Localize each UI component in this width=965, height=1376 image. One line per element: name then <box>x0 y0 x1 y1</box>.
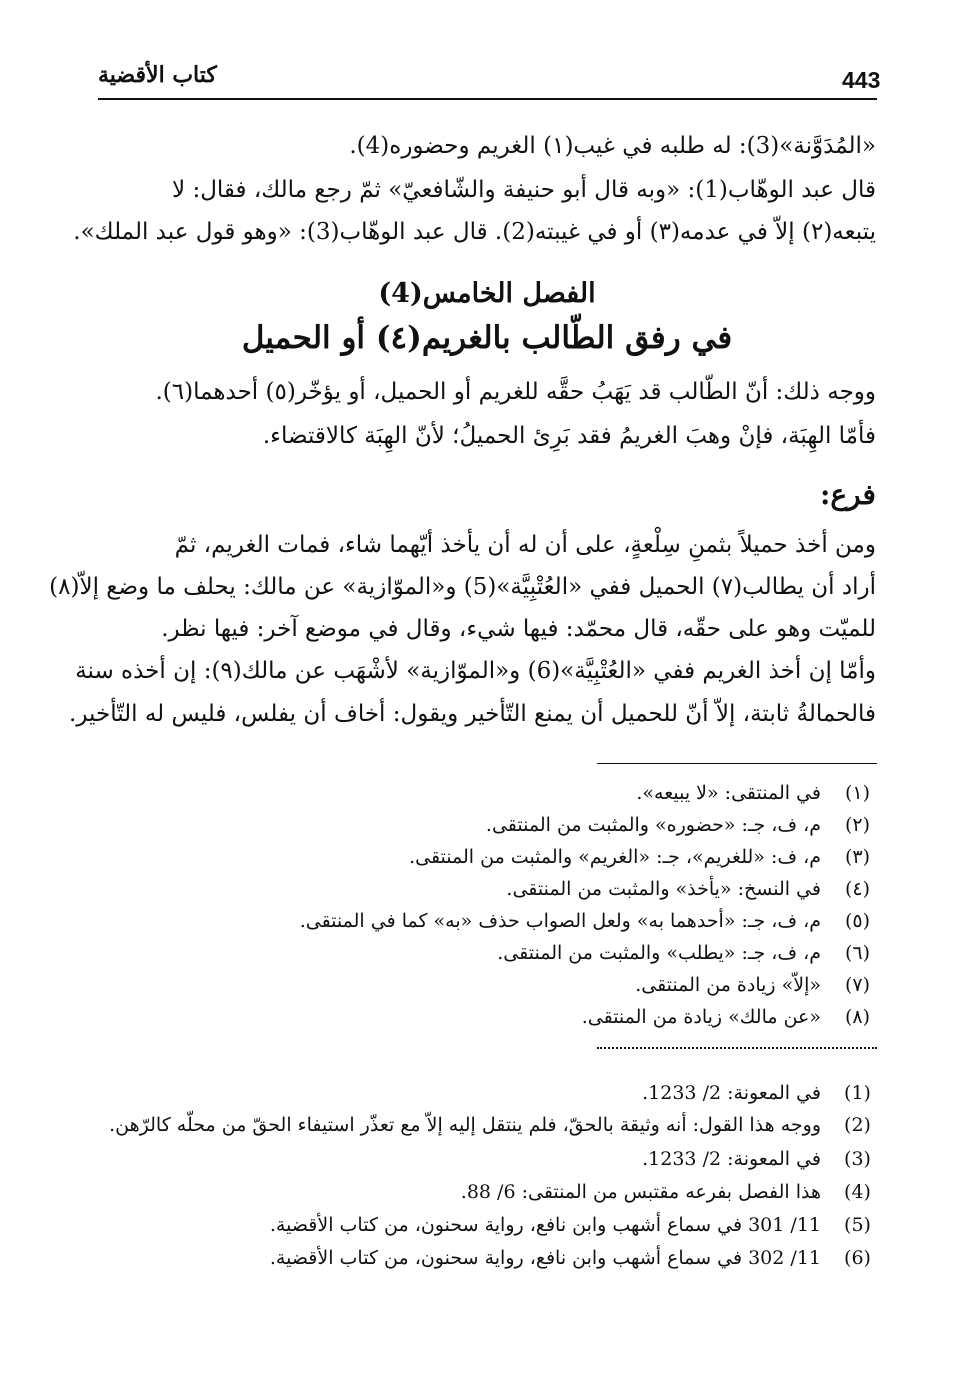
source-footnote-item <box>120 1210 880 1240</box>
paragraph-line: ومن أخذ حميلاً بثمنِ سِلْعةٍ، على أن له أن يأخذ أيّهما شاء، فمات الغريم، ثمّ <box>174 532 876 558</box>
footnote-number: (١) <box>844 782 871 804</box>
footnote-number: (٣) <box>844 846 871 868</box>
footnote-rule <box>597 763 877 764</box>
footnote-number: (4) <box>844 1181 871 1203</box>
dotted-separator <box>597 1047 877 1049</box>
footnote-item <box>120 906 880 936</box>
paragraph-line: أراد أن يطالب(٧) الحميل ففي «العُتْبِيَّة»(5) و«الموّازية» عن مالك: يحلف ما وضع إلاّ(٨) <box>49 574 876 600</box>
footnote-text: «إلاّ» زيادة من المنتقى. <box>635 974 821 996</box>
footnote-number: (٢) <box>844 814 871 836</box>
source-footnote-item <box>109 1110 880 1140</box>
running-title: كتاب الأقضية <box>98 62 217 88</box>
page-number: 443 <box>842 67 881 93</box>
footnote-number: (٦) <box>844 942 871 964</box>
paragraph-line: «المُدَوَّنة»(3): له طلبه في غيب(١) الغريم وحضوره(4). <box>349 133 876 159</box>
branch-heading: فرع: <box>820 478 876 511</box>
footnote-item <box>120 874 880 904</box>
footnote-text: 11/ 302 في سماع أشهب وابن نافع، رواية سحنون، من كتاب الأقضية. <box>269 1247 821 1269</box>
footnote-number: (2) <box>844 1114 871 1136</box>
footnote-text: في المنتقى: «لا يبيعه». <box>636 782 821 804</box>
footnote-text: في المعونة: 2/ 1233. <box>642 1148 821 1170</box>
paragraph-line: يتبعه(٢) إلاّ في عدمه(٣) أو في غيبته(2). قال عبد الوهّاب(3): «وهو قول عبد الملك». <box>73 219 876 245</box>
footnote-item <box>120 970 880 1000</box>
footnote-text: ووجه هذا القول: أنه وثيقة بالحقّ، فلم ينتقل إليه إلاّ مع تعذّر استيفاء الحقّ من محلّه كالرّهن. <box>109 1114 821 1136</box>
paragraph-line: فأمّا الهِبَة، فإنْ وهبَ الغريمُ فقد بَرِئ الحميلُ؛ لأنّ الهِبَة كالاقتضاء. <box>262 423 876 449</box>
footnote-text: م، ف، جـ: «أحدهما به» ولعل الصواب حذف «به» كما في المنتقى. <box>299 910 821 932</box>
footnote-item <box>120 842 880 872</box>
footnote-number: (٥) <box>844 910 871 932</box>
section-title: الفصل الخامس(4) <box>378 278 596 309</box>
footnote-number: (6) <box>844 1247 871 1269</box>
source-footnote-item <box>120 1243 880 1273</box>
footnote-number: (٤) <box>844 878 871 900</box>
paragraph-line: للميّت وهو على حقّه، قال محمّد: فيها شيء، وقال في موضع آخر: فيها نظر. <box>161 616 876 642</box>
source-footnote-item <box>120 1177 880 1207</box>
paragraph-line: وأمّا إن أخذ الغريم ففي «العُتْبِيَّة»(6) و«الموّازية» لأشْهَب عن مالك(٩): إن أخذه سنة <box>75 658 876 684</box>
footnote-item <box>120 778 880 808</box>
footnote-text: م، ف، جـ: «يطلب» والمثبت من المنتقى. <box>497 942 821 964</box>
paragraph-line: ووجه ذلك: أنّ الطّالب قد يَهَبُ حقَّه للغريم أو الحميل، أو يؤخّر(٥) أحدهما(٦). <box>155 379 876 405</box>
source-footnote-item <box>120 1078 880 1108</box>
footnote-text: هذا الفصل بفرعه مقتبس من المنتقى: 6/ 88. <box>460 1181 821 1203</box>
source-footnote-item <box>120 1144 880 1174</box>
footnote-number: (5) <box>844 1214 871 1236</box>
footnote-number: (1) <box>844 1082 871 1104</box>
footnote-number: (3) <box>844 1148 871 1170</box>
section-subtitle: في رفق الطّالب بالغريم(٤) أو الحميل <box>241 320 733 356</box>
footnote-text: في النسخ: «يأخذ» والمثبت من المنتقى. <box>506 878 821 900</box>
paragraph-line: قال عبد الوهّاب(1): «وبه قال أبو حنيفة والشّافعيّ» ثمّ رجع مالك، فقال: لا <box>172 177 876 203</box>
paragraph-line: فالحمالةُ ثابتة، إلاّ أنّ للحميل أن يمنع التّأخير ويقول: أخاف أن يفلس، فليس له التّأخير. <box>69 701 876 727</box>
footnote-number: (٧) <box>844 974 871 996</box>
footnote-text: م، ف: «للغريم»، جـ: «الغريم» والمثبت من المنتقى. <box>409 846 821 868</box>
footnote-text: م، ف، جـ: «حضوره» والمثبت من المنتقى. <box>485 814 821 836</box>
footnote-item <box>120 1002 880 1032</box>
footnote-number: (٨) <box>844 1006 871 1028</box>
header-rule <box>98 98 877 100</box>
footnote-item <box>120 810 880 840</box>
footnote-item <box>120 938 880 968</box>
footnote-text: في المعونة: 2/ 1233. <box>642 1082 821 1104</box>
footnote-text: 11/ 301 في سماع أشهب وابن نافع، رواية سحنون، من كتاب الأقضية. <box>269 1214 821 1236</box>
footnote-text: «عن مالك» زيادة من المنتقى. <box>581 1006 821 1028</box>
